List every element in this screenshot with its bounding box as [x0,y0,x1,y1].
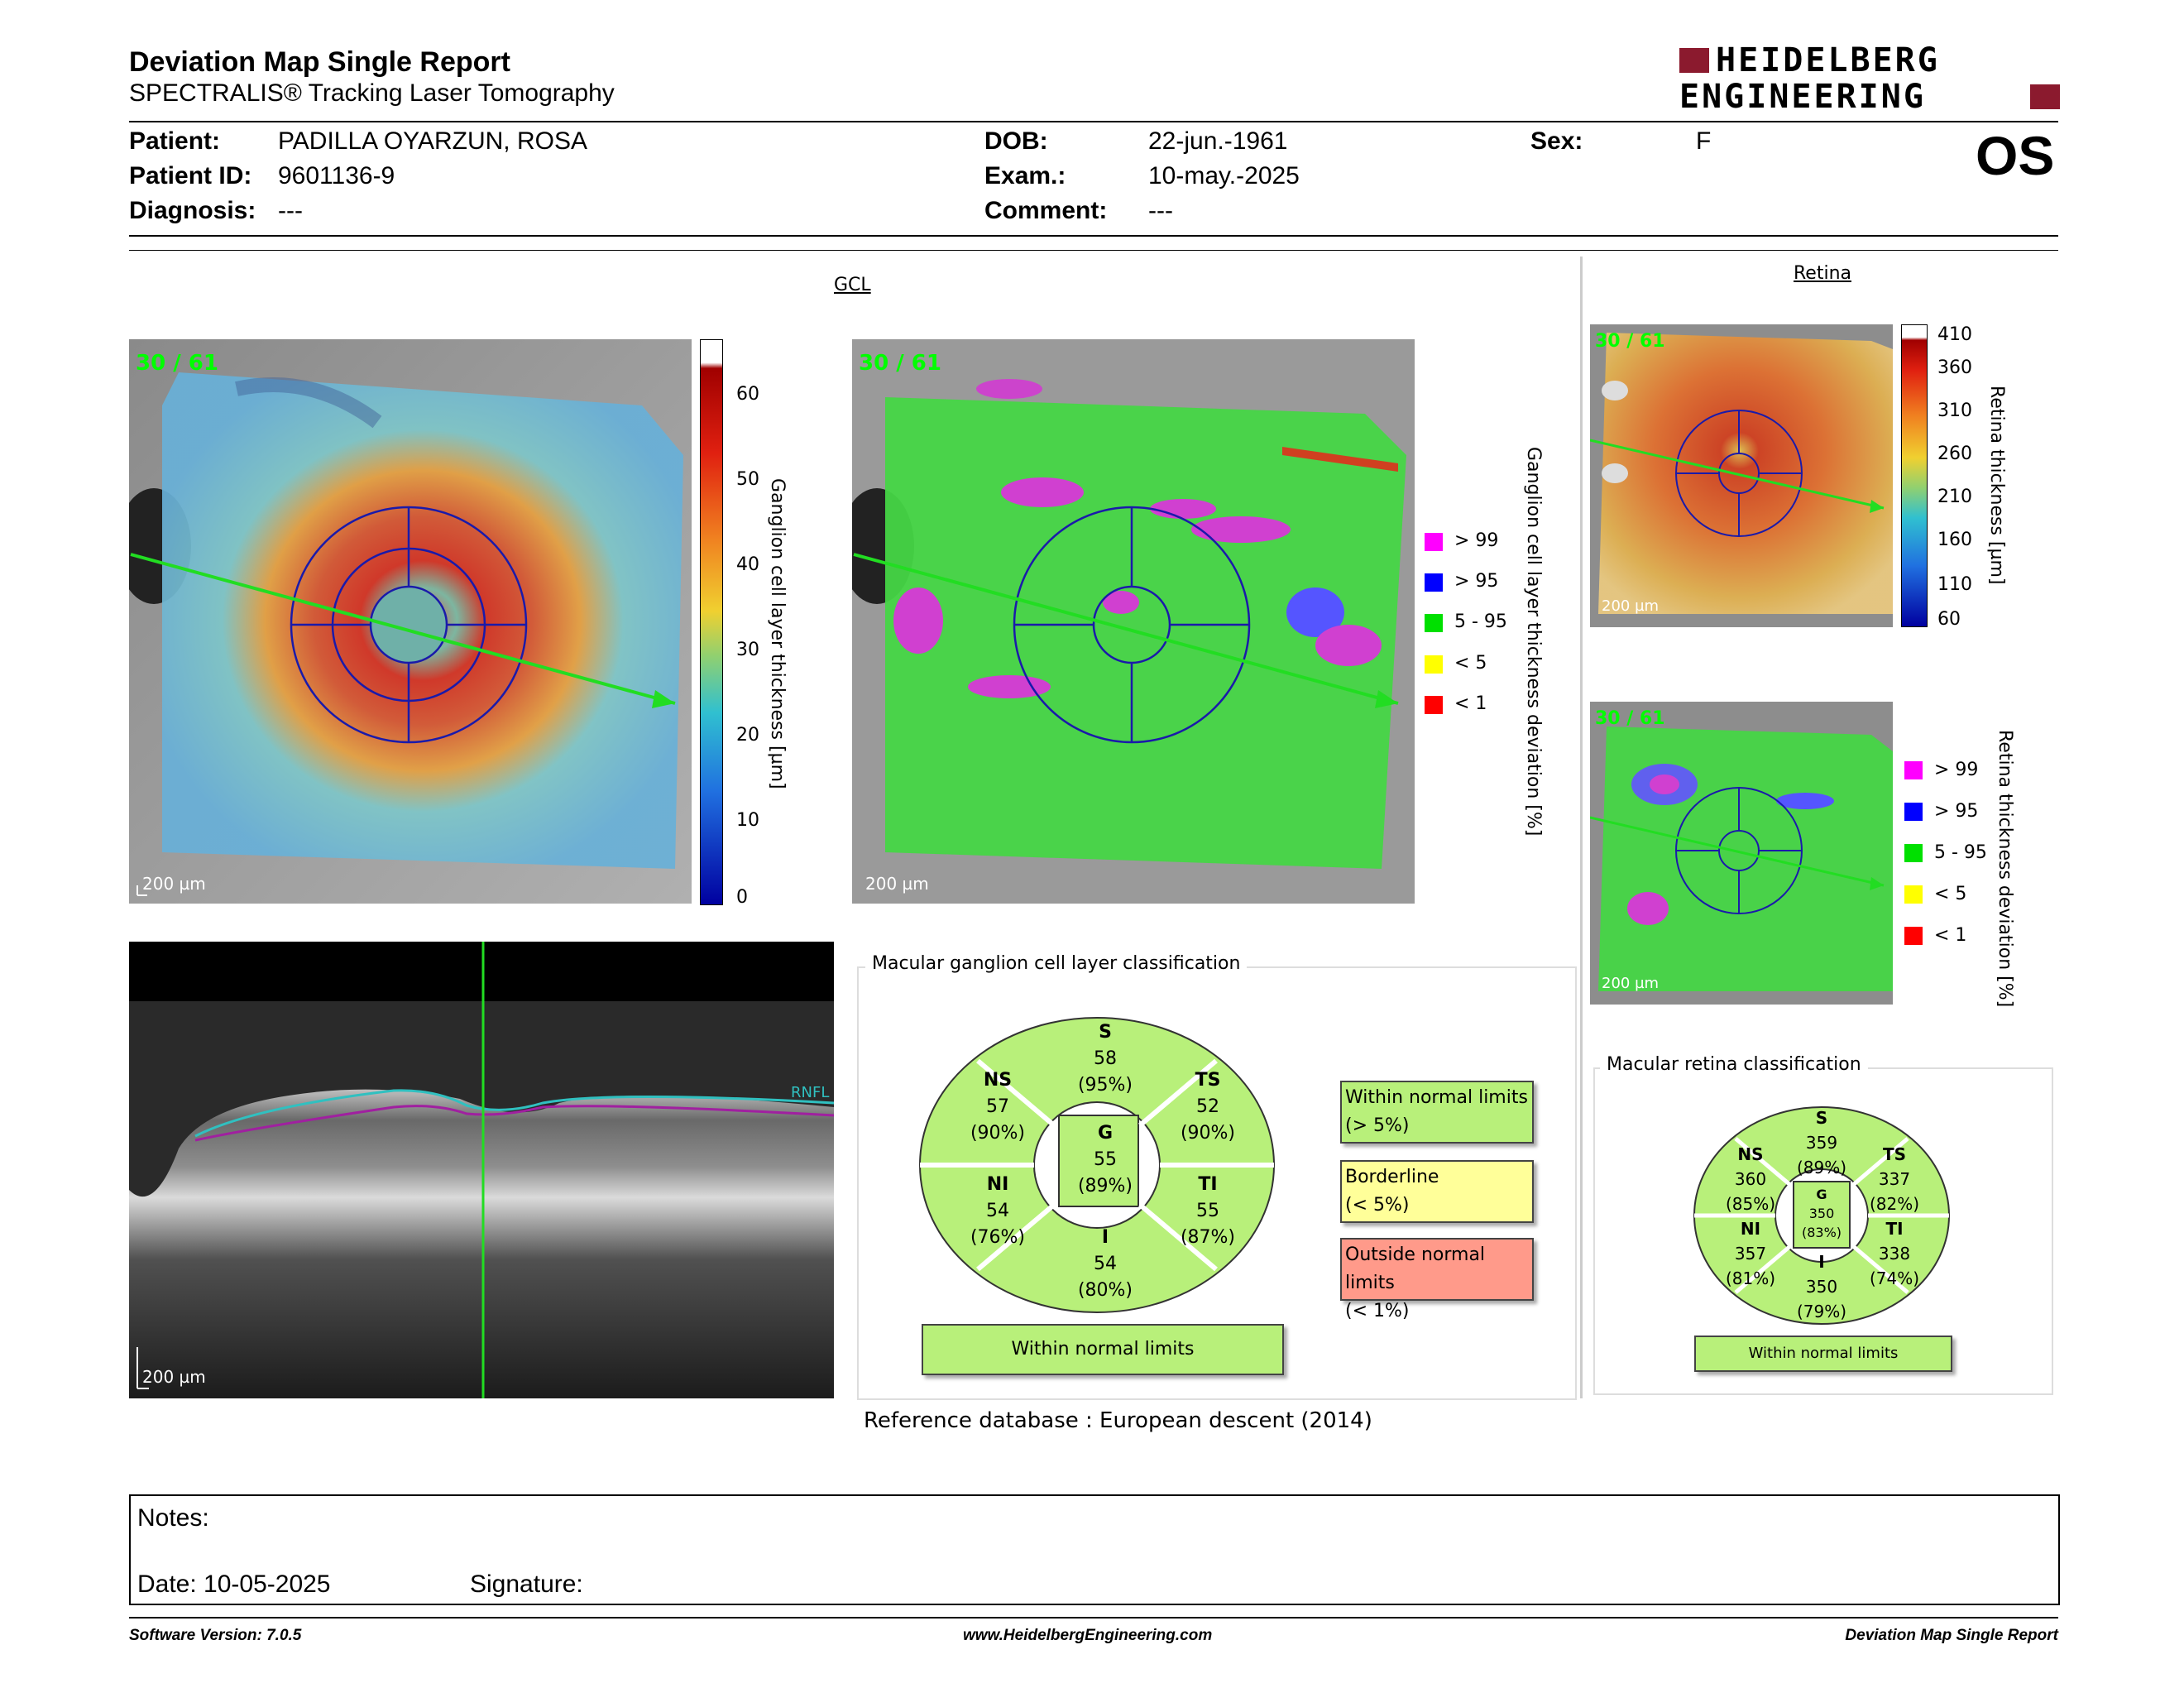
retina-legend-swatch-95 [1904,803,1923,821]
ret-ns-name: NS [1737,1144,1764,1164]
ret-sector-g [1795,1185,1848,1243]
gcl-ti-name: TI [1198,1174,1218,1195]
ret-ni-value: 357 [1734,1244,1767,1264]
exam-date: 10-may.-2025 [1148,162,1300,189]
notes-box[interactable] [129,1494,2060,1605]
oct-layer-label: RNFL [791,1084,830,1101]
ret-i-pct: (79%) [1796,1302,1847,1321]
retina-thickness-tag: 30 / 61 [1595,331,1665,352]
retina-tick-260: 260 [1937,444,1972,464]
legend-borderline [1340,1160,1534,1223]
gcl-sector-ni [948,1172,1047,1251]
retina-deviation-tag: 30 / 61 [1595,708,1665,729]
retina-title: Retina [1794,263,1851,284]
retina-result-box: Within normal limits [1694,1336,1952,1372]
patient-id-label: Patient ID: [129,162,252,189]
gcl-thickness-image [129,339,692,904]
gcl-legend-swatch-95 [1425,573,1443,592]
gcl-ni-value: 54 [986,1200,1009,1221]
gcl-legend-swatch-99 [1425,533,1443,551]
gcl-g-value: 55 [1094,1149,1117,1170]
gcl-i-name: I [1101,1227,1109,1248]
gcl-thickness-colorbar [700,339,723,905]
gcl-sector-s [1056,1019,1155,1099]
retina-thickness-colorbar [1901,324,1928,627]
retina-thickness-axis-label: Retina thickness [µm] [1986,386,2007,585]
legend-outside-normal-label: Outside normal limits [1345,1244,1486,1293]
gcl-sector-i [1056,1225,1155,1304]
gcl-legend-5: < 5 [1454,653,1487,674]
dob: 22-jun.-1961 [1148,127,1288,155]
gcl-ns-pct: (90%) [970,1122,1026,1144]
ret-ni-pct: (81%) [1725,1268,1776,1288]
retina-legend-swatch-5-95 [1904,844,1923,862]
gcl-thickness-tag: 30 / 61 [136,351,218,376]
gcl-ni-pct: (76%) [970,1226,1026,1248]
ret-g-value: 350 [1808,1206,1835,1222]
retina-legend-99: > 99 [1934,760,1979,780]
footer-software-version: Software Version: 7.0.5 [129,1627,302,1644]
ret-i-name: I [1818,1252,1825,1272]
retina-legend-5-95: 5 - 95 [1934,842,1987,863]
gcl-i-value: 54 [1094,1253,1117,1274]
gcl-ni-name: NI [986,1174,1009,1195]
signature-label: Signature: [470,1571,583,1598]
legend-outside-normal [1340,1238,1534,1321]
date-label: Date: 10-05-2025 [137,1571,331,1598]
gcl-ti-pct: (87%) [1180,1226,1236,1248]
gcl-ti-value: 55 [1196,1200,1219,1221]
retina-deviation-scale: 200 µm [1602,975,1660,992]
diagnosis: --- [278,197,303,224]
gcl-title: GCL [834,275,871,295]
sex-label: Sex: [1530,127,1583,155]
patient-name: PADILLA OYARZUN, ROSA [278,127,587,155]
notes-label: Notes: [137,1504,209,1532]
exam-label: Exam.: [984,162,1066,189]
gcl-tick-0: 0 [736,887,748,908]
retina-tick-160: 160 [1937,530,1972,550]
reference-database: Reference database : European descent (2014) [864,1408,1372,1433]
oct-bscan [129,942,834,1398]
gcl-legend-1: < 1 [1454,693,1487,714]
dob-label: DOB: [984,127,1048,155]
gcl-deviation-image [852,339,1415,904]
gcl-legend-swatch-5 [1425,655,1443,674]
retina-legend-swatch-5 [1904,885,1923,904]
retina-tick-110: 110 [1937,574,1972,595]
logo-line1: HEIDELBERG [1716,41,1940,79]
legend-within-normal-label: Within normal limits [1345,1087,1528,1108]
gcl-sector-ti [1158,1172,1257,1251]
ret-ns-pct: (85%) [1725,1194,1776,1214]
retina-tick-410: 410 [1937,324,1972,345]
gcl-s-name: S [1099,1022,1112,1043]
footer-report-name: Deviation Map Single Report [1845,1627,2058,1644]
retina-deviation-map [1590,702,1893,1005]
gcl-ts-pct: (90%) [1180,1122,1236,1144]
logo-line2: ENGINEERING [1679,78,1926,116]
ret-ts-value: 337 [1878,1169,1911,1189]
gcl-thickness-axis-label: Ganglion cell layer thickness [µm] [767,478,788,789]
retina-tick-310: 310 [1937,400,1972,421]
ret-ti-pct: (74%) [1869,1268,1920,1288]
patient-id: 9601136-9 [278,162,395,189]
ret-s-name: S [1815,1108,1828,1128]
gcl-deviation-map [852,339,1415,904]
gcl-deviation-axis-label: Ganglion cell layer thickness deviation [%] [1523,447,1544,837]
ret-sector-ts [1861,1142,1928,1216]
retina-legend-5: < 5 [1934,884,1967,904]
gcl-g-name: G [1097,1123,1114,1144]
gcl-ns-name: NS [983,1070,1013,1091]
retina-legend-swatch-99 [1904,761,1923,779]
gcl-legend-swatch-5-95 [1425,614,1443,632]
gcl-ts-value: 52 [1196,1096,1219,1117]
gcl-sector-g [1056,1120,1155,1200]
gcl-legend-5-95: 5 - 95 [1454,611,1507,632]
ret-ni-name: NI [1740,1219,1761,1239]
legend-within-normal [1340,1081,1534,1144]
gcl-g-pct: (89%) [1077,1175,1133,1196]
retina-thickness-scale: 200 µm [1602,597,1660,615]
ret-sector-ti [1861,1216,1928,1291]
gcl-i-pct: (80%) [1077,1279,1133,1301]
gcl-tick-60: 60 [736,384,759,405]
retina-tick-210: 210 [1937,487,1972,507]
ret-ts-name: TS [1882,1144,1907,1164]
gcl-deviation-tag: 30 / 61 [859,351,941,376]
retina-deviation-axis-label: Retina thickness deviation [%] [1995,730,2015,1008]
retina-tick-60: 60 [1937,609,1961,630]
gcl-tick-30: 30 [736,640,759,660]
gcl-ts-name: TS [1195,1070,1221,1091]
legend-borderline-label: Borderline [1345,1167,1439,1187]
gcl-tick-10: 10 [736,810,759,831]
heidelberg-logo [1679,41,2060,116]
gcl-legend-swatch-1 [1425,696,1443,714]
gcl-ns-value: 57 [986,1096,1009,1117]
retina-tick-360: 360 [1937,357,1972,378]
ret-ns-value: 360 [1734,1169,1767,1189]
gcl-classification-title: Macular ganglion cell layer classification [865,953,1247,974]
ret-sector-i [1789,1249,1855,1324]
comment-label: Comment: [984,197,1108,224]
report-subtitle: SPECTRALIS® Tracking Laser Tomography [129,79,615,107]
retina-classification-title: Macular retina classification [1600,1054,1868,1075]
footer-website[interactable]: www.HeidelbergEngineering.com [963,1627,1213,1644]
comment: --- [1148,197,1173,224]
gcl-tick-50: 50 [736,469,759,490]
legend-within-normal-range: (> 5%) [1345,1115,1410,1136]
gcl-tick-40: 40 [736,554,759,575]
diagnosis-label: Diagnosis: [129,197,256,224]
ret-ti-value: 338 [1878,1244,1911,1264]
ret-ti-name: TI [1885,1219,1904,1239]
report-title: Deviation Map Single Report [129,46,510,78]
retina-legend-1: < 1 [1934,925,1967,946]
gcl-deviation-scale: 200 µm [865,874,929,894]
legend-borderline-range: (< 5%) [1345,1195,1410,1216]
retina-thickness-map [1590,324,1893,627]
retina-legend-swatch-1 [1904,927,1923,945]
ret-sector-ni [1717,1216,1784,1291]
gcl-thickness-map [129,339,692,904]
gcl-legend-99: > 99 [1454,530,1499,551]
oct-bscan-image [129,942,834,1398]
gcl-result-box: Within normal limits [922,1324,1284,1375]
sex: F [1696,127,1712,155]
gcl-tick-20: 20 [736,725,759,746]
retina-deviation-image [1590,702,1893,1005]
ret-g-pct: (83%) [1801,1225,1842,1241]
ret-s-value: 359 [1805,1133,1838,1153]
gcl-s-pct: (95%) [1077,1074,1133,1096]
retina-thickness-image [1590,324,1893,627]
gcl-legend-95: > 95 [1454,571,1499,592]
ret-ts-pct: (82%) [1869,1194,1920,1214]
ret-g-name: G [1816,1187,1827,1202]
ret-sector-ns [1717,1142,1784,1216]
legend-outside-normal-range: (< 1%) [1345,1301,1410,1321]
ret-sector-s [1789,1105,1855,1180]
oct-scale: 200 µm [142,1367,206,1387]
ret-s-pct: (89%) [1796,1158,1847,1177]
gcl-sector-ns [948,1067,1047,1147]
eye-label: OS [1976,125,2055,186]
gcl-sector-ts [1158,1067,1257,1147]
patient-label: Patient: [129,127,221,155]
ret-i-value: 350 [1805,1277,1838,1297]
retina-legend-95: > 95 [1934,801,1979,822]
gcl-s-value: 58 [1094,1048,1117,1069]
gcl-thickness-scale: 200 µm [142,874,206,894]
